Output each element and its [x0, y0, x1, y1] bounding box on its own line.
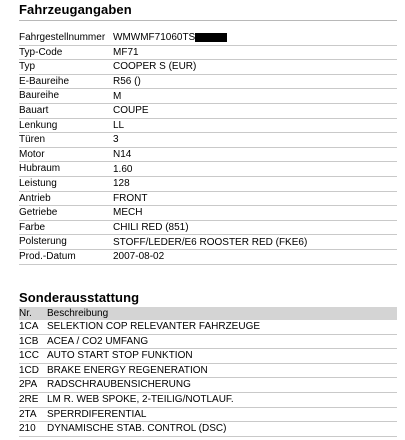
vehicle-row-chassis-number [19, 31, 397, 46]
vehicle-row-value: COOPER S (EUR) [113, 61, 197, 73]
vehicle-row-label: Polsterung [19, 236, 67, 248]
equipment-row [19, 378, 397, 393]
equipment-row [19, 349, 397, 364]
equipment-code: 1CB [19, 335, 39, 347]
equipment-description: AUTO START STOP FUNKTION [47, 350, 193, 362]
vehicle-row-value: 2007-08-02 [113, 251, 165, 263]
vehicle-row-label: Getriebe [19, 207, 58, 219]
vehicle-row-value: LL [113, 119, 125, 131]
equipment-row [19, 408, 397, 423]
vehicle-row-label: Baureihe [19, 90, 60, 102]
vehicle-row-value: 1.60 [113, 163, 133, 175]
equipment-row [19, 320, 397, 335]
equipment-code: 1CA [19, 321, 39, 332]
description-column-header: Beschreibung [47, 308, 109, 319]
redaction-bar [195, 33, 227, 42]
equipment-code: 2RE [19, 393, 39, 405]
equipment-description: LM R. WEB SPOKE, 2-TEILIG/NOTLAUF. [47, 393, 234, 405]
vehicle-row-value: MECH [113, 207, 143, 219]
vehicle-row-value: FRONT [113, 192, 148, 204]
vehicle-row-value: STOFF/LEDER/E6 ROOSTER RED (FKE6) [113, 236, 308, 248]
equipment-description: SELEKTION COP RELEVANTER FAHRZEUGE [47, 321, 261, 332]
vehicle-row-engine [19, 148, 397, 163]
vehicle-row-label: Leistung [19, 177, 57, 189]
vehicle-row-value: MF71 [113, 46, 139, 58]
vehicle-row-displacement [19, 162, 397, 177]
equipment-description: DYNAMISCHE STAB. CONTROL (DSC) [47, 423, 227, 435]
vehicle-row-value: 3 [113, 134, 119, 146]
equipment-description: BRAKE ENERGY REGENERATION [47, 364, 208, 376]
equipment-code: 1CC [19, 350, 40, 362]
vehicle-row-type [19, 60, 397, 75]
vehicle-row-label: Farbe [19, 221, 46, 233]
vehicle-row-upholstery [19, 235, 397, 250]
vehicle-row-e-series [19, 75, 397, 90]
vehicle-row-label: Lenkung [19, 119, 58, 131]
vehicle-row-label: Hubraum [19, 163, 61, 175]
vehicle-row-label: Motor [19, 148, 45, 160]
vehicle-row-production-date [19, 250, 397, 265]
equipment-table [19, 307, 397, 437]
vehicle-row-value: CHILI RED (851) [113, 222, 189, 234]
vehicle-row-label: Prod.-Datum [19, 250, 76, 262]
vehicle-row-transmission [19, 206, 397, 221]
vehicle-row-label: Antrieb [19, 192, 51, 204]
vehicle-row-label: Bauart [19, 104, 49, 116]
equipment-row [19, 422, 397, 437]
equipment-row [19, 335, 397, 350]
vehicle-row-type-code [19, 46, 397, 61]
vehicle-row-series [19, 89, 397, 104]
vehicle-row-drive [19, 192, 397, 207]
equipment-code: 2TA [19, 408, 37, 420]
vehicle-row-label: Türen [19, 134, 46, 146]
equipment-section-title: Sonderausstattung [19, 290, 140, 305]
vehicle-row-value: R56 () [113, 76, 141, 88]
vehicle-row-value: 128 [113, 178, 130, 190]
vehicle-data-table [19, 31, 397, 265]
equipment-table-header [19, 307, 397, 320]
equipment-code: 2PA [19, 379, 38, 391]
equipment-row [19, 393, 397, 408]
vehicle-row-value: N14 [113, 149, 132, 161]
equipment-row [19, 364, 397, 379]
chassis-number-value: WMWMF71060TS [113, 32, 196, 44]
vehicle-row-value: M [113, 90, 122, 102]
code-column-header: Nr. [19, 308, 32, 319]
vehicle-section-title: Fahrzeugangaben [19, 2, 132, 17]
vehicle-row-label: E-Baureihe [19, 75, 70, 87]
vehicle-row-value [113, 31, 397, 45]
vehicle-row-label: Typ-Code [19, 46, 63, 58]
vehicle-row-color [19, 221, 397, 236]
equipment-description: ACEA / CO2 UMFANG [47, 335, 149, 347]
vehicle-row-label: Fahrgestellnummer [19, 32, 106, 43]
vehicle-row-steering [19, 119, 397, 134]
vehicle-row-body-style [19, 104, 397, 119]
vehicle-row-label: Typ [19, 61, 36, 73]
vehicle-row-doors [19, 133, 397, 148]
equipment-code: 210 [19, 423, 36, 435]
equipment-description: SPERRDIFERENTIAL [47, 408, 147, 420]
equipment-description: RADSCHRAUBENSICHERUNG [47, 379, 191, 391]
vehicle-title-rule [19, 20, 397, 21]
vehicle-row-power [19, 177, 397, 192]
vehicle-row-value: COUPE [113, 105, 149, 117]
equipment-code: 1CD [19, 364, 40, 376]
